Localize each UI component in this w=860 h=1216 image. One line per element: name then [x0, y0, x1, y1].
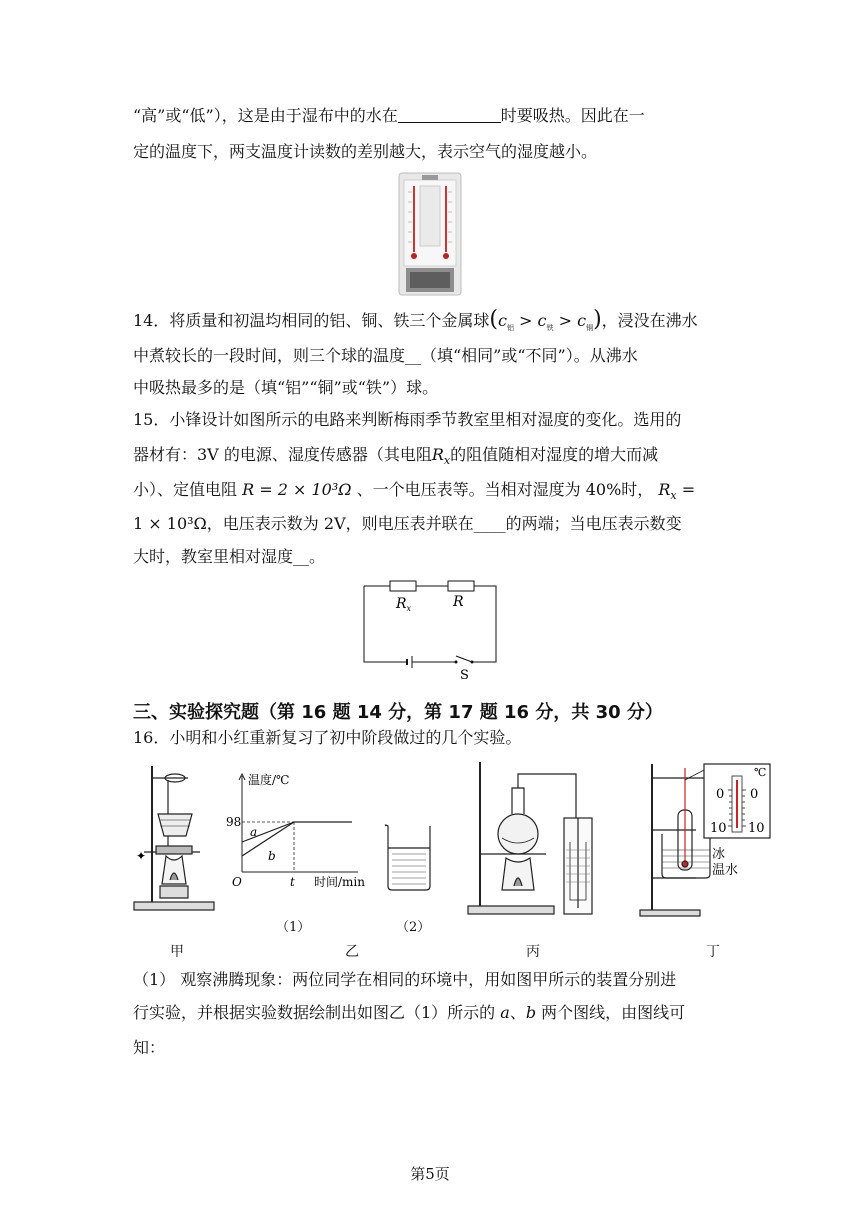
q14-line1 [133, 307, 698, 338]
graph-xlabel: 时间/min [314, 875, 365, 889]
q16-p1-line2-e: 两个图线，由图线可 [536, 1003, 686, 1022]
caption-yi: 乙 [345, 944, 359, 960]
q15-line1: 15．小锋设计如图所示的电路来判断梅雨季节教室里相对湿度的变化。选用的 [133, 410, 682, 429]
page-number: 第5页 [410, 1165, 450, 1183]
caption-jia: 甲 [170, 944, 184, 960]
caption-bing: 丙 [526, 944, 540, 960]
thermo-ten-left: 10 [710, 821, 727, 836]
q16-p1-line1: （1） 观察沸腾现象：两位同学在相同的环境中，用如图甲所示的装置分别进 [133, 970, 677, 989]
q16-p1-line2-a: 行实验，并根据实验数据绘制出如图乙（1）所示的 [133, 1003, 501, 1022]
graph-origin: O [232, 875, 242, 889]
q14-gt1: > [519, 311, 533, 330]
circuit-diagram [360, 576, 500, 682]
label-ice: 冰 [712, 847, 726, 862]
q16-intro: 16．小明和小红重新复习了初中阶段做过的几个实验。 [133, 728, 522, 747]
q15-r-value: R = 2 × 10³Ω [242, 480, 352, 499]
figure-yi-beaker [382, 822, 436, 894]
graph-y98: 98 [226, 815, 242, 829]
caption-ding: 丁 [706, 944, 720, 960]
q15-line2-a: 器材有：3V 的电源、湿度传感器（其电阻 [133, 445, 432, 464]
figure-yi-sub2: （2） [396, 920, 431, 935]
q15-rx-value: 1 × 10³Ω [133, 514, 207, 533]
circuit-label-r: R [453, 594, 464, 610]
q16-p1-line2-c: 、 [509, 1003, 526, 1022]
q14-sub-cu: 铜 [586, 324, 594, 333]
graph-label-b: b [268, 849, 276, 863]
q14-line1-b: ，浸没在沸水 [601, 311, 698, 330]
q13-line2: 定的温度下，两支温度计读数的差别越大，表示空气的湿度越小。 [133, 142, 598, 161]
q14-c-al: c [497, 311, 507, 330]
q15-rx2: R [658, 480, 671, 499]
q13-blank [398, 106, 501, 123]
q16-var-b: b [525, 1003, 537, 1022]
graph-ylabel: 温度/℃ [248, 773, 290, 787]
q14-c-fe: c [537, 311, 547, 330]
q14-line2: 中煮较长的一段时间，则三个球的温度__（填“相同”或“不同”）。从沸水 [133, 346, 638, 365]
q13-line1-b: 时要吸热。因此在一 [500, 106, 645, 125]
q15-line4 [133, 514, 682, 534]
q14-sub-fe: 铁 [546, 324, 554, 333]
circuit-label-rx: $R_x$ [396, 596, 412, 613]
q15-rx2-sub: x [670, 489, 677, 503]
thermo-zero-right: 0 [750, 787, 759, 802]
resistor-r [448, 581, 474, 591]
q14-sub-al: 铝 [506, 324, 514, 333]
q13-line1 [133, 106, 645, 126]
q14-line3: 中吸热最多的是（填“铝”“铜”或“铁”）球。 [133, 378, 439, 397]
thermo-unit: ℃ [754, 766, 767, 779]
q15-line3-c: 、一个电压表等。当相对湿度为 40%时， [356, 480, 654, 499]
q14-gt2: > [558, 311, 572, 330]
q15-rx: R [431, 445, 444, 464]
graph-t: t [290, 875, 295, 889]
q14-c-cu: c [577, 311, 587, 330]
figure-ding [638, 760, 778, 920]
figure-jia [130, 760, 218, 916]
graph-label-a: a [250, 825, 258, 839]
figure-yi-sub1: （1） [276, 920, 311, 935]
figure-bing [466, 758, 616, 918]
q15-equals: = [676, 480, 696, 499]
resistor-rx [390, 581, 416, 591]
q14-close-paren: ) [593, 307, 602, 332]
q15-line2-b: 的阻值随相对湿度的增大而减 [450, 445, 659, 464]
q14-line1-a: 14．将质量和初温均相同的铝、铜、铁三个金属球 [133, 311, 490, 330]
figure-yi-graph [226, 770, 366, 890]
q15-line5: 大时，教室里相对湿度__。 [133, 547, 326, 566]
q16-p1-line2 [133, 1003, 685, 1023]
hygrometer-image [398, 172, 462, 296]
label-warm-water: 温水 [712, 863, 739, 878]
q16-var-a: a [500, 1003, 510, 1022]
q15-line3-a: 小）、定值电阻 [133, 480, 238, 499]
section3-title: 三、实验探究题（第 16 题 14 分，第 17 题 16 分，共 30 分） [133, 702, 663, 723]
circuit-label-s: S [460, 668, 469, 682]
thermo-ten-right: 10 [748, 821, 765, 836]
q14-open-paren: ( [489, 307, 498, 332]
q16-p1-line3: 知： [133, 1038, 166, 1057]
thermo-zero-left: 0 [716, 787, 725, 802]
q13-line1-a: “高”或“低”），这是由于湿布中的水在 [133, 106, 398, 125]
svg-text:✦: ✦ [136, 849, 147, 863]
q15-line4-b: ，电压表示数为 2V，则电压表并联在____的两端；当电压表示数变 [206, 514, 682, 533]
q15-line3 [133, 480, 695, 506]
q15-line2 [133, 445, 658, 471]
q15-rx-sub: x [443, 454, 451, 468]
